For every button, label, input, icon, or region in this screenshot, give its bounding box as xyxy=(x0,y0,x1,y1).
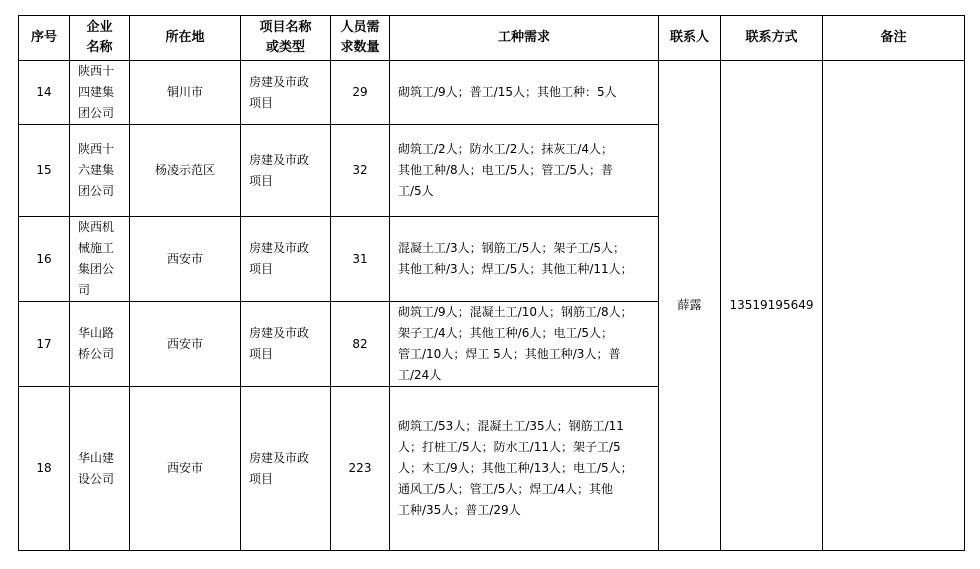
cell-contact-name: 薛露 xyxy=(659,61,721,551)
cell-company: 华山路 桥公司 xyxy=(70,302,130,387)
cell-seq: 16 xyxy=(19,217,70,302)
cell-project: 房建及市政 项目 xyxy=(241,387,331,551)
table-row xyxy=(19,61,965,125)
header-project: 项目名称 或类型 xyxy=(241,16,331,61)
cell-seq: 18 xyxy=(19,387,70,551)
cell-count: 32 xyxy=(331,125,390,217)
recruitment-table xyxy=(18,15,965,551)
cell-contact-phone: 13519195649 xyxy=(721,61,823,551)
cell-trades: 混凝土工/3人；钢筋工/5人；架子工/5人； 其他工种/3人；焊工/5人；其他工种/11人； xyxy=(390,217,659,302)
header-count: 人员需 求数量 xyxy=(331,16,390,61)
cell-trades: 砌筑工/9人；普工/15人；其他工种：5人 xyxy=(390,61,659,125)
header-company: 企业 名称 xyxy=(70,16,130,61)
header-seq: 序号 xyxy=(19,16,70,61)
cell-company: 陕西十 六建集 团公司 xyxy=(70,125,130,217)
cell-count: 31 xyxy=(331,217,390,302)
cell-location: 西安市 xyxy=(130,387,241,551)
header-phone: 联系方式 xyxy=(721,16,823,61)
cell-location: 西安市 xyxy=(130,302,241,387)
cell-company: 华山建 设公司 xyxy=(70,387,130,551)
cell-remark xyxy=(823,61,965,551)
cell-location: 铜川市 xyxy=(130,61,241,125)
cell-project: 房建及市政 项目 xyxy=(241,125,331,217)
cell-project: 房建及市政 项目 xyxy=(241,61,331,125)
cell-seq: 14 xyxy=(19,61,70,125)
cell-trades: 砌筑工/2人；防水工/2人；抹灰工/4人； 其他工种/8人；电工/5人；管工/5人；普 工/5人 xyxy=(390,125,659,217)
cell-project: 房建及市政 项目 xyxy=(241,217,331,302)
cell-seq: 15 xyxy=(19,125,70,217)
cell-trades: 砌筑工/53人；混凝土工/35人；钢筋工/11 人；打桩工/5人；防水工/11人；架子工/5 人；木工/9人；其他工种/13人；电工/5人； 通风工/5人；管工/5人；焊工/4人；其他 工种/35人；普工/29人 xyxy=(390,387,659,551)
header-trades: 工种需求 xyxy=(390,16,659,61)
cell-count: 223 xyxy=(331,387,390,551)
header-remark: 备注 xyxy=(823,16,965,61)
header-contact: 联系人 xyxy=(659,16,721,61)
cell-company: 陕西十 四建集 团公司 xyxy=(70,61,130,125)
cell-location: 西安市 xyxy=(130,217,241,302)
cell-count: 29 xyxy=(331,61,390,125)
cell-count: 82 xyxy=(331,302,390,387)
header-row xyxy=(19,16,965,61)
cell-project: 房建及市政 项目 xyxy=(241,302,331,387)
cell-location: 杨凌示范区 xyxy=(130,125,241,217)
cell-seq: 17 xyxy=(19,302,70,387)
cell-company: 陕西机 械施工 集团公 司 xyxy=(70,217,130,302)
header-location: 所在地 xyxy=(130,16,241,61)
cell-trades: 砌筑工/9人；混凝土工/10人；钢筋工/8人； 架子工/4人；其他工种/6人；电工/5人； 管工/10人；焊工 5人；其他工种/3人；普 工/24人 xyxy=(390,302,659,387)
